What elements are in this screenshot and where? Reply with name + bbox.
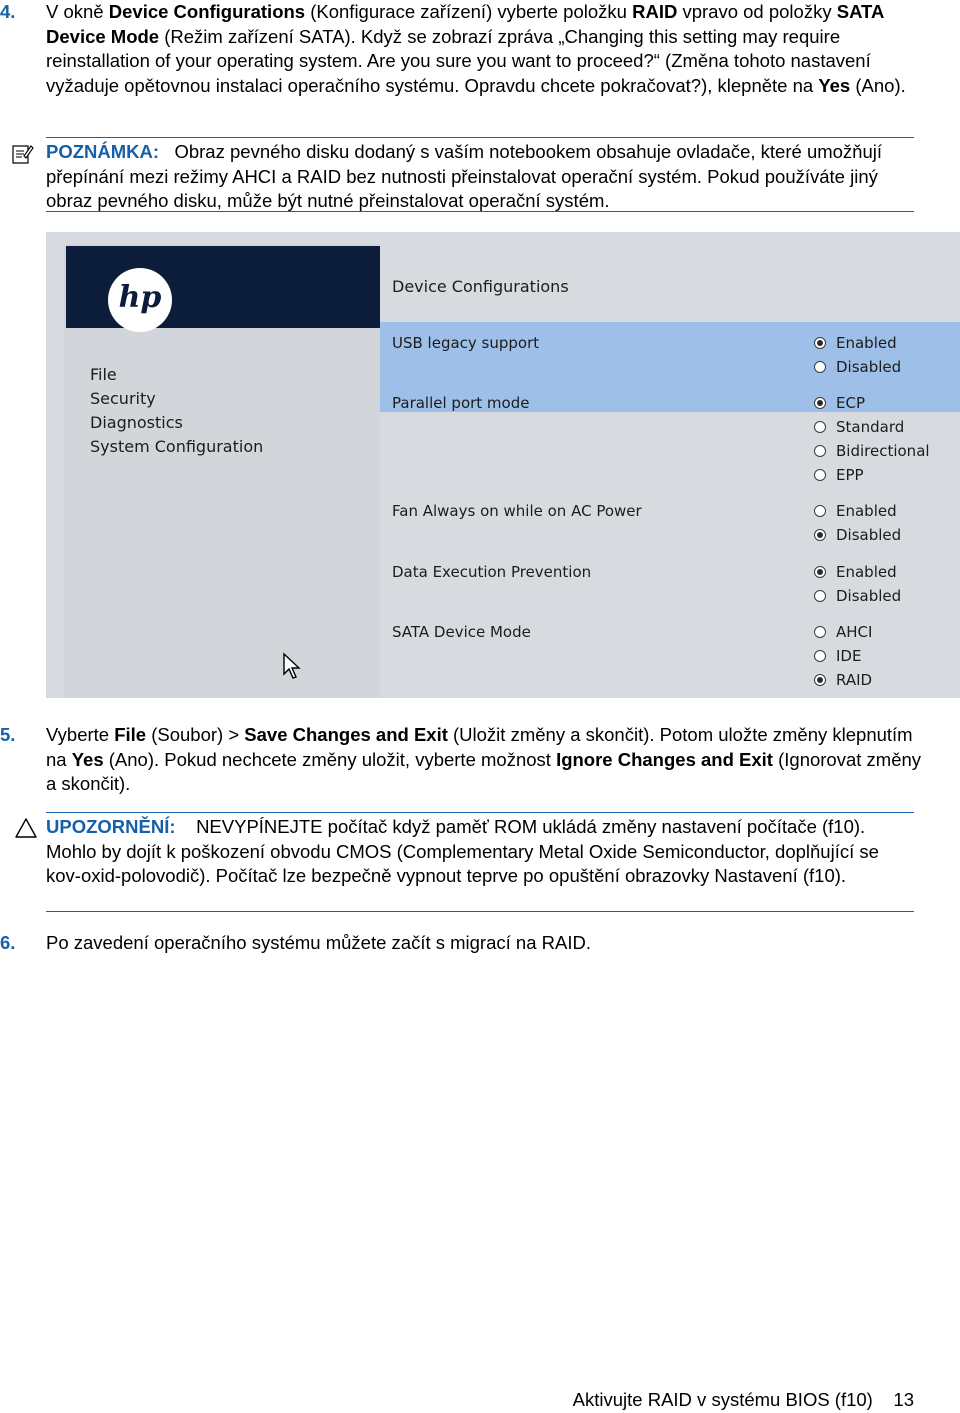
radio-icon — [814, 626, 826, 638]
radio-icon — [814, 590, 826, 602]
step-6-number: 6. — [0, 932, 16, 953]
step-4-bold: RAID — [632, 1, 678, 22]
note-pencil-icon — [10, 142, 34, 166]
bios-radio-choice[interactable] — [814, 501, 897, 521]
step-5-bold: File — [114, 724, 147, 745]
step-4-part: vpravo od položky — [677, 1, 837, 22]
bios-choice-label: ECP — [836, 394, 865, 412]
bios-choice-label: Disabled — [836, 358, 902, 376]
step-5-text — [46, 723, 926, 797]
step-5-part: (Soubor) > — [146, 724, 245, 745]
bios-choice-label: IDE — [836, 647, 862, 665]
bios-radio-choice[interactable] — [814, 417, 904, 437]
note-body: Obraz pevného disku dodaný s vaším notebookem obsahuje ovladače, které umožňují přepínání mezi režimy AHCI a RAID bez nutnosti přeinstalovat operační systém. Pokud používáte jiný obraz pevného disku, může být nutné přeinstalovat operační systém. — [46, 141, 883, 211]
bios-choice-label: Disabled — [836, 587, 902, 605]
bios-option-label[interactable]: Data Execution Prevention — [392, 563, 592, 581]
bios-choice-label: Bidirectional — [836, 442, 930, 460]
radio-icon — [814, 505, 826, 517]
step-5-part: (Ano). Pokud nechcete změny uložit, vyberte možnost — [103, 748, 557, 770]
step-4-number: 4. — [0, 1, 16, 22]
bios-choice-label: RAID — [836, 671, 873, 689]
step-4-bold: Yes — [818, 74, 851, 96]
bios-radio-choice[interactable] — [814, 465, 864, 485]
note-bottom-rule — [46, 211, 914, 212]
radio-icon — [814, 469, 826, 481]
note-label: POZNÁMKA: — [46, 141, 160, 162]
bios-radio-choice[interactable] — [814, 562, 897, 582]
caution-text — [46, 815, 914, 889]
radio-selected-icon — [814, 529, 826, 541]
bios-menu-file[interactable]: File — [90, 365, 117, 384]
step-5-part: (Uložit změny a skončit). Potom uložte změny klepnutím na — [46, 724, 913, 770]
step-4-bold: SATA Device Mode — [46, 1, 884, 47]
step-5-bold: Yes — [71, 748, 104, 770]
step-5-number: 5. — [0, 724, 16, 745]
bios-radio-choice[interactable] — [814, 357, 901, 377]
step-4-part: (Ano). — [850, 74, 906, 96]
bios-choice-label: EPP — [836, 466, 864, 484]
bios-choice-label: Standard — [836, 418, 905, 436]
step-4-text — [46, 0, 926, 98]
bios-radio-choice[interactable] — [814, 333, 897, 353]
bios-radio-choice[interactable] — [814, 646, 861, 666]
bios-logo-banner — [66, 246, 380, 328]
radio-selected-icon — [814, 566, 826, 578]
bios-left-panel — [46, 232, 380, 698]
radio-selected-icon — [814, 674, 826, 686]
step-6-text: Po zavedení operačního systému můžete začít s migrací na RAID. — [46, 932, 591, 953]
radio-selected-icon — [814, 397, 826, 409]
note-top-rule — [46, 137, 914, 138]
bios-radio-choice[interactable] — [814, 393, 865, 413]
step-5-bold: Ignore Changes and Exit — [556, 748, 773, 770]
caution-top-rule — [46, 812, 914, 813]
bios-radio-choice[interactable] — [814, 586, 901, 606]
bios-radio-choice[interactable] — [814, 670, 872, 690]
bios-menu-diagnostics[interactable]: Diagnostics — [90, 413, 183, 432]
step-4-bold: Device Configurations — [108, 1, 306, 22]
bios-page-title: Device Configurations — [392, 277, 569, 296]
bios-menu-security[interactable]: Security — [90, 389, 156, 408]
radio-icon — [814, 361, 826, 373]
caution-triangle-icon — [14, 817, 38, 839]
caution-bottom-rule — [46, 911, 914, 912]
bios-choice-label: Disabled — [836, 526, 902, 544]
bios-option-label[interactable]: USB legacy support — [392, 334, 540, 352]
bios-menu-system-configuration[interactable]: System Configuration — [90, 437, 264, 456]
caution-body: NEVYPÍNEJTE počítač když paměť ROM ukládá změny nastavení počítače (f10). Mohlo by dojít k poškození obvodu CMOS (Complementary Metal Oxide Semiconductor, doplňující se kov-oxid-polovodič). Počítač lze bezpečně vypnout teprve po opuštění obrazovky Nastavení (f10). — [46, 816, 879, 886]
caution-label: UPOZORNĚNÍ: — [46, 816, 176, 837]
hp-logo — [108, 268, 172, 332]
radio-icon — [814, 650, 826, 662]
bios-radio-choice[interactable] — [814, 622, 872, 642]
mouse-cursor-icon — [282, 652, 302, 680]
bios-choice-label: Enabled — [836, 563, 897, 581]
bios-screenshot — [46, 232, 960, 698]
radio-icon — [814, 421, 826, 433]
step-5-part: Vyberte — [46, 724, 115, 745]
step-5-part: (Ignorovat změny a skončit). — [46, 748, 922, 794]
bios-option-label[interactable]: Fan Always on while on AC Power — [392, 502, 642, 520]
step-4-part: (Konfigurace zařízení) vyberte položku — [305, 1, 633, 22]
step-5-bold: Save Changes and Exit — [244, 724, 448, 745]
hp-logo-text: hp — [118, 280, 162, 315]
bios-right-panel — [380, 232, 960, 698]
radio-icon — [814, 445, 826, 457]
bios-radio-choice[interactable] — [814, 441, 930, 461]
radio-selected-icon — [814, 337, 826, 349]
note-text — [46, 140, 914, 214]
bios-choice-label: AHCI — [836, 623, 873, 641]
bios-option-label[interactable]: Parallel port mode — [392, 394, 530, 412]
bios-choice-label: Enabled — [836, 502, 897, 520]
page-number: 13 — [893, 1389, 914, 1410]
step-4-part: V okně — [46, 1, 109, 22]
bios-option-label[interactable]: SATA Device Mode — [392, 623, 531, 641]
footer-title: Aktivujte RAID v systému BIOS (f10) — [572, 1389, 873, 1410]
bios-choice-label: Enabled — [836, 334, 897, 352]
bios-radio-choice[interactable] — [814, 525, 901, 545]
page-footer — [573, 1388, 914, 1413]
step-4-part: (Režim zařízení SATA). Když se zobrazí zpráva „Changing this setting may require reinstallation of your operating system. Are you sure you want to proceed?“ (Změna tohoto nastavení vyžaduje opětovnou instalaci operačního systému. Opravdu chcete pokračovat?), klepněte na — [46, 25, 871, 96]
